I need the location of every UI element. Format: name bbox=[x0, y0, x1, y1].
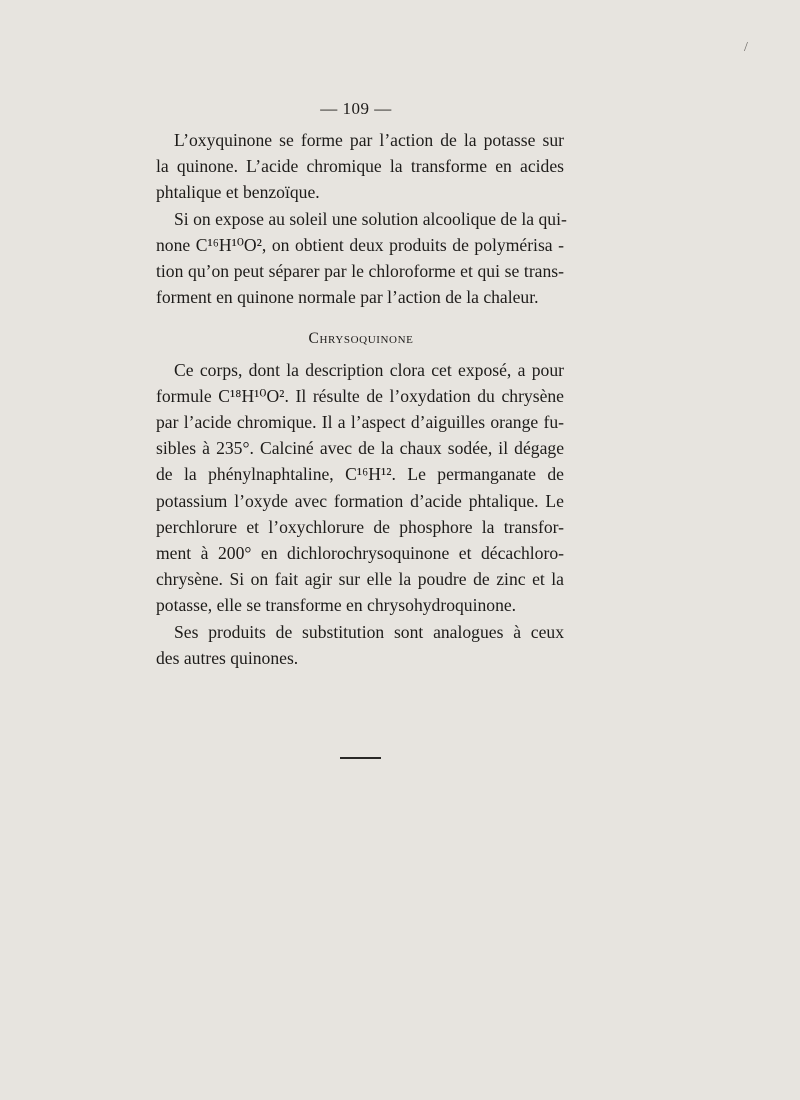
text-line: de la phénylnaphtaline, C¹⁶H¹². Le permanganate de bbox=[156, 464, 564, 485]
text-line: Ses produits de substitution sont analogues à ceux bbox=[174, 621, 564, 642]
paragraph-substitution bbox=[156, 619, 564, 671]
text-line: perchlorure et l’oxychlorure de phosphore la transfor- bbox=[156, 516, 564, 537]
text-line: potassium l’oxyde avec formation d’acide phtalique. Le bbox=[156, 490, 564, 511]
text-line: potasse, elle se transforme en chrysohydroquinone. bbox=[156, 595, 517, 616]
body-text bbox=[156, 127, 567, 671]
text-line: des autres quinones. bbox=[156, 647, 299, 668]
text-line: forment en quinone normale par l’action de la chaleur. bbox=[156, 287, 539, 308]
section-heading bbox=[156, 326, 564, 352]
paragraph-polymerisation bbox=[156, 206, 567, 311]
text-line: L’oxyquinone se forme par l’action de la potasse sur bbox=[174, 130, 564, 150]
paragraph-oxyquinone bbox=[156, 127, 564, 206]
text-line: Si on expose au soleil une solution alcoolique de la qui- bbox=[174, 208, 567, 229]
text-line: sibles à 235°. Calciné avec de la chaux sodée, il dégage bbox=[156, 438, 564, 459]
corner-pencil-mark: / bbox=[744, 40, 748, 55]
text-line: tion qu’on peut séparer par le chloroforme et qui se trans- bbox=[156, 261, 564, 282]
page-number: — 109 — bbox=[320, 99, 392, 118]
end-rule bbox=[340, 757, 381, 759]
section-heading-text: Chrysoquinone bbox=[308, 330, 414, 348]
text-line: Ce corps, dont la description clora cet exposé, a pour bbox=[174, 359, 564, 380]
text-line: chrysène. Si on fait agir sur elle la poudre de zinc et la bbox=[156, 569, 564, 590]
text-line: formule C¹⁸H¹⁰O². Il résulte de l’oxydation du chrysène bbox=[156, 385, 564, 406]
text-line: la quinone. L’acide chromique la transforme en acides bbox=[156, 156, 564, 177]
text-line: ment à 200° en dichlorochrysoquinone et décachloro- bbox=[156, 543, 564, 564]
paragraph-chrysoquinone bbox=[156, 357, 564, 619]
text-line: none C¹⁶H¹⁰O², on obtient deux produits de polymérisa - bbox=[156, 234, 564, 255]
text-line: par l’acide chromique. Il a l’aspect d’aiguilles orange fu- bbox=[156, 412, 564, 433]
text-line: phtalique et benzoïque. bbox=[156, 182, 320, 203]
